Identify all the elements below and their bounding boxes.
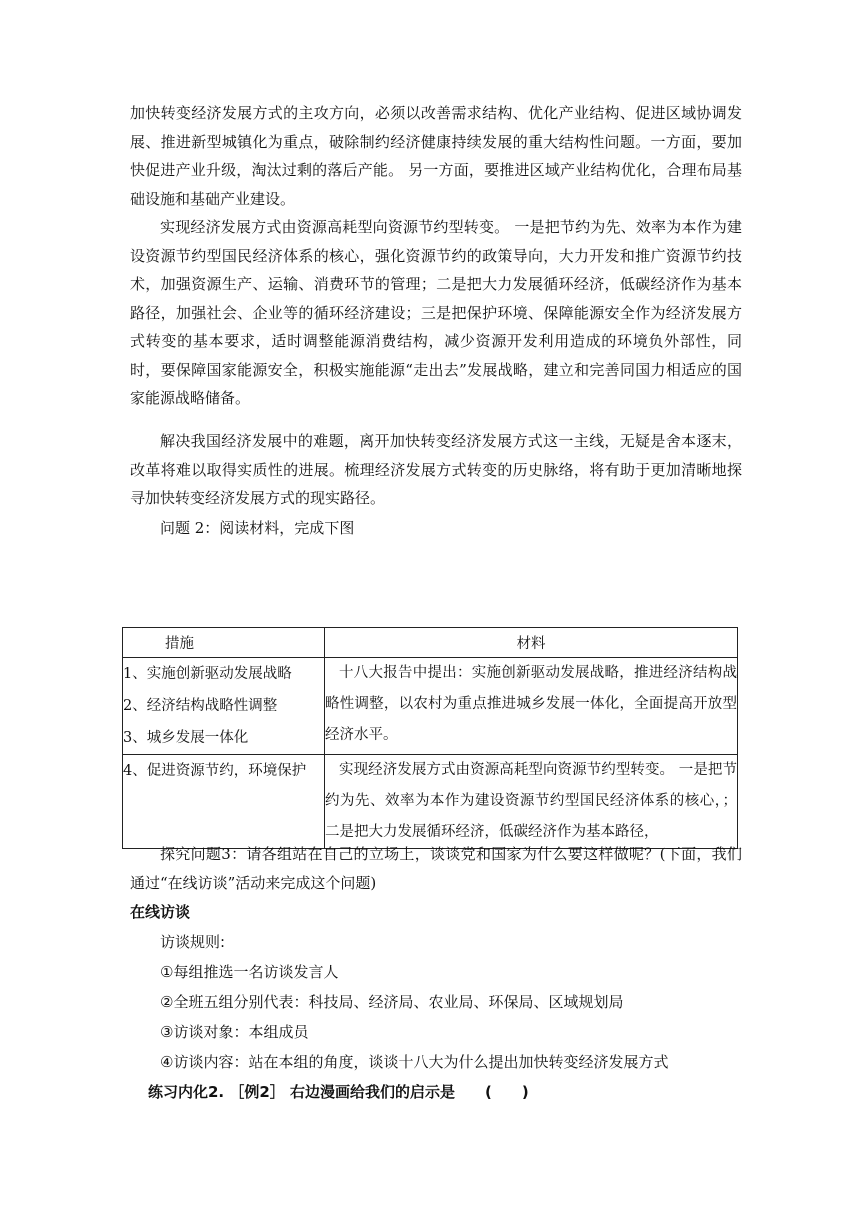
- interview-title: 在线访谈: [130, 903, 191, 921]
- question-3: 探究问题3：请各组站在自己的立场上，谈谈党和国家为什么要这样做呢？(下面，我们通过“在线访谈”活动来完成这个问题): [130, 845, 742, 892]
- measure-item: 1、实施创新驱动发展战略: [123, 666, 292, 682]
- table-header-row: [123, 628, 738, 658]
- measure-item: 4、促进资源节约，环境保护: [123, 763, 307, 779]
- material-cell: 十八大报告中提出：实施创新驱动发展战略，推进经济结构战略性调整，以农村为重点推进城乡发展一体化，全面提高开放型经济水平。: [325, 658, 738, 755]
- interview-rule: ④访谈内容：站在本组的角度，谈谈十八大为什么提出加快转变经济发展方式: [160, 1053, 669, 1071]
- interview-rules-label: 访谈规则:: [160, 933, 226, 951]
- interview-rule: ③访谈对象：本组成员: [160, 1023, 309, 1041]
- paragraph-1: 加快转变经济发展方式的主攻方向，必须以改善需求结构、优化产业结构、促进区域协调发展、推进新型城镇化为重点，破除制约经济健康持续发展的重大结构性问题。一方面，要加快促进产业升级，淘汰过剩的落后产能。 另一方面，要推进区域产业结构优化，合理布局基础设施和基础产业建设。: [130, 104, 742, 208]
- paragraph-3: 解决我国经济发展中的难题，离开加快转变经济发展方式这一主线，无疑是舍本逐末，改革将难以取得实质性的进展。梳理经济发展方式转变的历史脉络，将有助于更加清晰地探寻加快转变经济发展方式的现实路径。: [130, 432, 742, 507]
- measure-item: 3、城乡发展一体化: [123, 730, 249, 746]
- question-2: 问题 2：阅读材料，完成下图: [160, 519, 355, 537]
- measures-cell: [123, 658, 325, 755]
- paragraph-2: 实现经济发展方式由资源高耗型向资源节约型转变。 一是把节约为先、效率为本作为建设资源节约型国民经济体系的核心，强化资源节约的政策导向，大力开发和推广资源节约技术，加强资源生产、运输、消费环节的管理；二是把大力发展循环经济，低碳经济作为基本路径，加强社会、企业等的循环经济建设；三是把保护环境、保障能源安全作为经济发展方式转变的基本要求，适时调整能源消费结构，减少资源开发利用造成的环境负外部性，同时，要保障国家能源安全，积极实施能源“走出去”发展战略，建立和完善同国力相适应的国家能源战略储备。: [130, 218, 742, 407]
- interview-rule: ②全班五组分别代表：科技局、经济局、农业局、环保局、区域规划局: [160, 993, 624, 1011]
- header-material: 材料: [325, 628, 738, 658]
- measure-item: 2、经济结构战略性调整: [123, 698, 278, 714]
- material-table: [122, 627, 738, 849]
- header-measures: 措施: [123, 628, 325, 658]
- table-row: [123, 658, 738, 755]
- material-cell: 实现经济发展方式由资源高耗型向资源节约型转变。 一是把节约为先、效率为本作为建设资源节约型国民经济体系的核心，；二是把大力发展循环经济，低碳经济作为基本路径，: [325, 755, 738, 849]
- exercise-line: 练习内化2. ［例2］ 右边漫画给我们的启示是 ( ): [148, 1083, 529, 1101]
- interview-rule: ①每组推选一名访谈发言人: [160, 963, 339, 981]
- measures-cell: [123, 755, 325, 849]
- table-row: [123, 755, 738, 849]
